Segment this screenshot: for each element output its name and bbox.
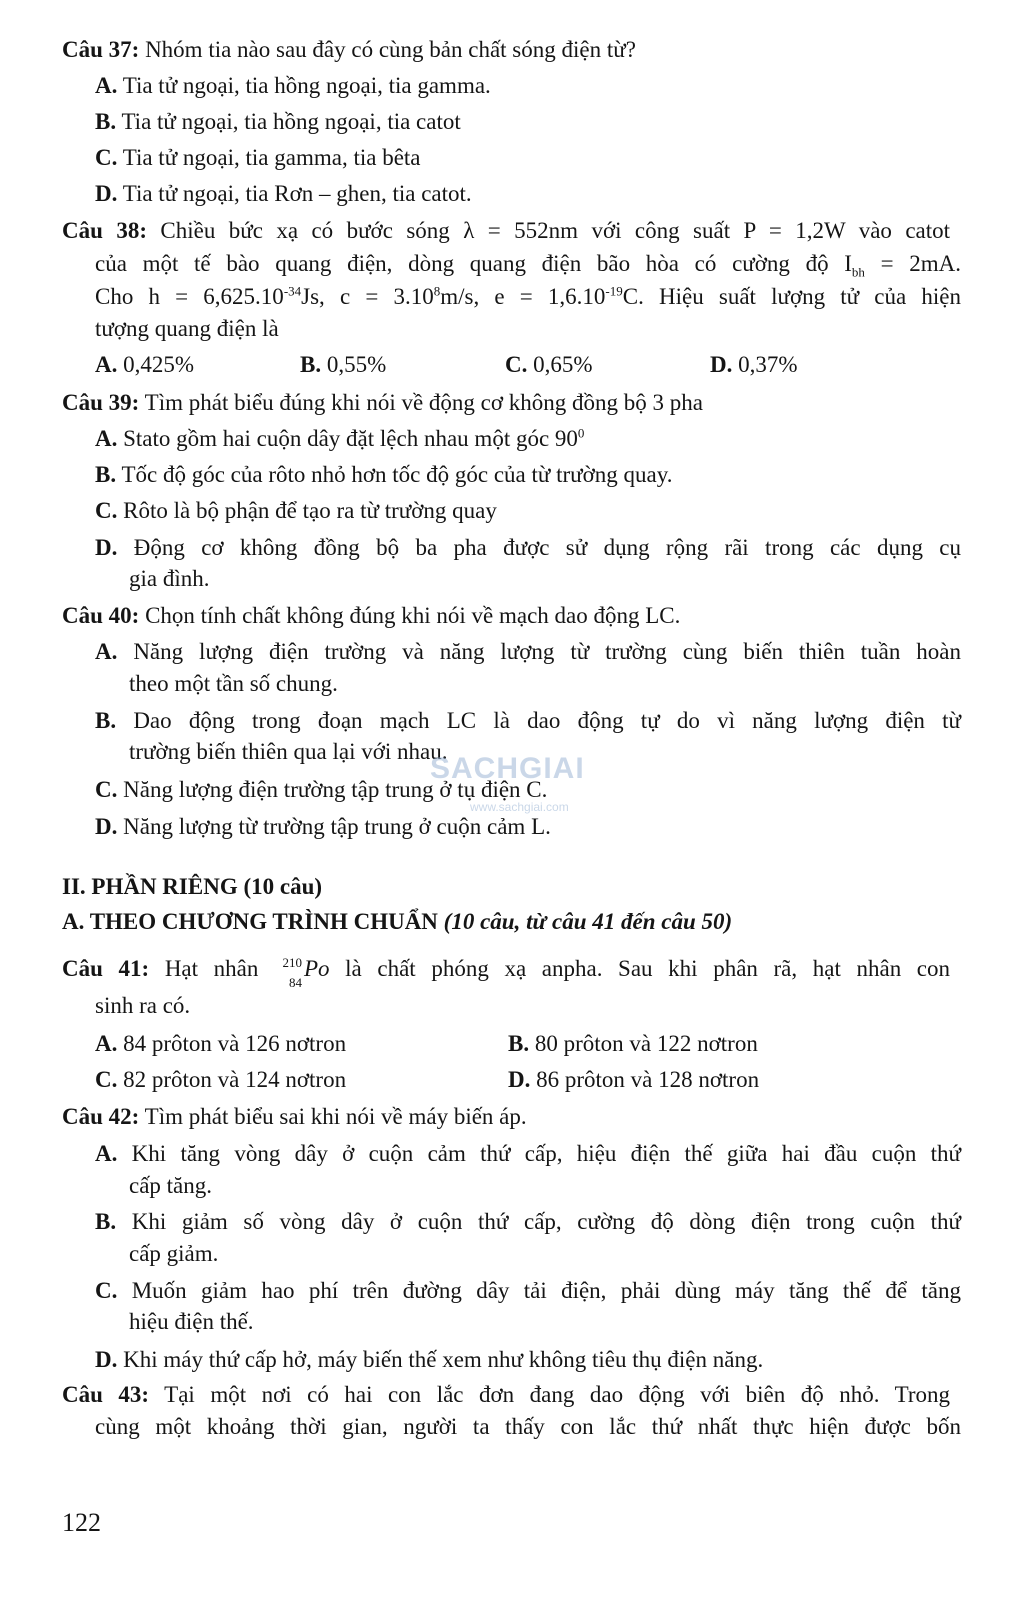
nuclide-notation xyxy=(274,955,304,990)
option-text: cấp giảm. xyxy=(129,1241,219,1266)
q37-option-b xyxy=(95,108,461,136)
q42-option-a xyxy=(95,1140,961,1168)
option-text: Tia tử ngoại, tia hồng ngoại, tia gamma. xyxy=(122,73,491,98)
option-text: Động cơ không đồng bộ ba pha được sử dụng rộng rãi trong các dụng cụ xyxy=(133,535,962,560)
question-text: Tìm phát biểu đúng khi nói về động cơ không đồng bộ 3 pha xyxy=(144,390,704,415)
option-text: 0,55% xyxy=(326,352,387,377)
q38-line-2 xyxy=(95,250,961,278)
option-text: Tốc độ góc của rôto nhỏ hơn tốc độ góc của từ trường quay. xyxy=(121,462,673,487)
exponent: 8 xyxy=(433,283,441,299)
option-text: Năng lượng điện trường tập trung ở tụ điện C. xyxy=(123,777,548,802)
exponent: 0 xyxy=(577,425,585,441)
subsection-heading xyxy=(62,908,732,936)
q42-option-b xyxy=(95,1208,961,1236)
option-label: C. xyxy=(95,145,118,170)
question-text: sinh ra có. xyxy=(95,993,191,1018)
question-text: là chất phóng xạ anpha. Sau khi phân rã, hạt nhân con xyxy=(345,956,951,981)
question-text: m/s, e = 1,6.10 xyxy=(440,284,606,309)
option-text: 82 prôton và 124 nơtron xyxy=(123,1067,347,1092)
question-label: Câu 39: xyxy=(62,390,140,415)
option-text: Khi máy thứ cấp hở, máy biến thế xem như không tiêu thụ điện năng. xyxy=(123,1347,764,1372)
option-label: A. xyxy=(95,1141,118,1166)
watermark-brand: SACHGIAI xyxy=(430,752,585,785)
q42-option-b-cont xyxy=(129,1240,218,1268)
q38-line-4 xyxy=(95,315,279,343)
q42-option-a-cont xyxy=(129,1172,212,1200)
question-text: Chọn tính chất không đúng khi nói về mạch dao động LC. xyxy=(145,603,681,628)
option-text: cấp tăng. xyxy=(129,1173,213,1198)
option-label: B. xyxy=(300,352,322,377)
q38-option-b xyxy=(300,351,386,379)
q41-option-c xyxy=(95,1066,346,1094)
q39-option-d-cont xyxy=(129,565,210,593)
question-text: Chiều bức xạ có bước sóng λ = 552nm với công suất P = 1,2W vào catot xyxy=(160,218,951,243)
atomic-number: 84 xyxy=(288,975,302,990)
subsection-note: (10 câu, từ câu 41 đến câu 50) xyxy=(443,909,733,934)
option-label: D. xyxy=(710,352,733,377)
option-text: Khi giảm số vòng dây ở cuộn thứ cấp, cường độ dòng điện trong cuộn thứ xyxy=(131,1209,962,1234)
question-text: C. Hiệu suất lượng tử của hiện xyxy=(622,284,961,309)
section-title: II. PHẦN RIÊNG (10 câu) xyxy=(62,874,323,899)
q37-option-a xyxy=(95,72,491,100)
option-text: 80 prôton và 122 nơtron xyxy=(534,1031,758,1056)
option-text: Rôto là bộ phận để tạo ra từ trường quay xyxy=(123,498,497,523)
option-label: C. xyxy=(95,1067,118,1092)
q40-option-b xyxy=(95,707,961,735)
option-text: 0,425% xyxy=(123,352,195,377)
option-label: B. xyxy=(95,462,117,487)
q43-line-2 xyxy=(95,1413,961,1441)
question-42 xyxy=(62,1103,527,1131)
subsection-title: A. THEO CHƯƠNG TRÌNH CHUẨN xyxy=(62,909,438,934)
option-text: Tia tử ngoại, tia hồng ngoại, tia catot xyxy=(121,109,461,134)
q40-option-b-cont xyxy=(129,738,447,766)
question-label: Câu 40: xyxy=(62,603,140,628)
option-label: C. xyxy=(505,352,528,377)
element-symbol: Po xyxy=(303,956,330,981)
option-text: 84 prôton và 126 nơtron xyxy=(123,1031,347,1056)
option-label: D. xyxy=(508,1067,531,1092)
q40-option-a-cont xyxy=(129,670,338,698)
option-label: D. xyxy=(95,1347,118,1372)
question-38 xyxy=(62,217,950,245)
option-text: 0,37% xyxy=(738,352,798,377)
question-text: Hạt nhân xyxy=(164,956,259,981)
option-label: C. xyxy=(95,777,118,802)
option-label: A. xyxy=(95,639,118,664)
q37-option-c xyxy=(95,144,421,172)
question-label: Câu 38: xyxy=(62,218,147,243)
option-text: hiệu điện thế. xyxy=(129,1309,254,1334)
option-text: Năng lượng từ trường tập trung ở cuộn cảm L. xyxy=(123,814,551,839)
option-text: Dao động trong đoạn mạch LC là dao động tự do vì năng lượng điện từ xyxy=(133,708,961,733)
question-40 xyxy=(62,602,680,630)
option-text: trường biến thiên qua lại với nhau. xyxy=(129,739,448,764)
option-label: A. xyxy=(95,73,118,98)
option-label: B. xyxy=(95,1209,117,1234)
q38-option-c xyxy=(505,351,593,379)
page-number: 122 xyxy=(62,1508,101,1537)
mass-number: 210 xyxy=(282,955,302,970)
option-text: Stato gồm hai cuộn dây đặt lệch nhau một góc 90 xyxy=(123,426,578,451)
question-43 xyxy=(62,1381,950,1409)
question-39 xyxy=(62,389,703,417)
q41-options-row-2 xyxy=(0,1066,1024,1094)
option-text: Năng lượng điện trường và năng lượng từ trường cùng biến thiên tuần hoàn xyxy=(133,639,962,664)
question-label: Câu 43: xyxy=(62,1382,150,1407)
option-label: A. xyxy=(95,426,118,451)
q40-option-d xyxy=(95,813,551,841)
exponent: -19 xyxy=(605,283,623,299)
q41-line-2 xyxy=(95,992,190,1020)
q38-option-d xyxy=(710,351,798,379)
question-text: Tìm phát biểu sai khi nói về máy biến áp. xyxy=(144,1104,527,1129)
question-text: tượng quang điện là xyxy=(95,316,279,341)
subscript: bh xyxy=(851,264,865,280)
q42-option-c xyxy=(95,1277,961,1305)
q40-option-a xyxy=(95,638,961,666)
option-label: A. xyxy=(95,1031,118,1056)
option-text: gia đình. xyxy=(129,566,210,591)
option-label: C. xyxy=(95,1278,118,1303)
option-text: 0,65% xyxy=(533,352,593,377)
question-41 xyxy=(62,955,951,990)
question-37 xyxy=(62,36,636,64)
option-text: 86 prôton và 128 nơtron xyxy=(536,1067,760,1092)
option-label: C. xyxy=(95,498,118,523)
option-text: Tia tử ngoại, tia gamma, tia bêta xyxy=(122,145,421,170)
q42-option-c-cont xyxy=(129,1308,254,1336)
exponent: -34 xyxy=(283,283,302,299)
option-text: theo một tần số chung. xyxy=(129,671,338,696)
question-text: của một tế bào quang điện, dòng quang điện bão hòa có cường độ I xyxy=(95,251,852,276)
question-text: Cho h = 6,625.10 xyxy=(95,284,284,309)
question-text: Tại một nơi có hai con lắc đơn đang dao động với biên độ nhỏ. Trong xyxy=(164,1382,950,1407)
option-label: B. xyxy=(95,708,117,733)
q39-option-a xyxy=(95,425,584,453)
option-label: B. xyxy=(95,109,117,134)
q38-line-3 xyxy=(95,283,961,311)
option-label: D. xyxy=(95,814,118,839)
q41-option-a xyxy=(95,1030,346,1058)
option-label: B. xyxy=(508,1031,530,1056)
q42-option-d xyxy=(95,1346,763,1374)
question-label: Câu 42: xyxy=(62,1104,140,1129)
question-text: cùng một khoảng thời gian, người ta thấy con lắc thứ nhất thực hiện được bốn xyxy=(95,1414,961,1439)
question-label: Câu 41: xyxy=(62,956,150,981)
q41-options-row-1 xyxy=(0,1030,1024,1058)
option-text: Tia tử ngoại, tia Rơn – ghen, tia catot. xyxy=(122,181,472,206)
q41-option-d xyxy=(508,1066,759,1094)
question-text: = 2mA. xyxy=(864,251,961,276)
watermark xyxy=(430,752,585,814)
option-label: A. xyxy=(95,352,118,377)
q38-option-a xyxy=(95,351,194,379)
q38-options-row xyxy=(0,351,1024,379)
q39-option-c xyxy=(95,497,497,525)
option-text: Khi tăng vòng dây ở cuộn cảm thứ cấp, hiệu điện thế giữa hai đầu cuộn thứ xyxy=(131,1141,962,1166)
question-text: Js, c = 3.10 xyxy=(301,284,434,309)
q39-option-d xyxy=(95,534,961,562)
q41-option-b xyxy=(508,1030,758,1058)
section-heading xyxy=(62,873,322,901)
question-label: Câu 37: xyxy=(62,37,140,62)
watermark-url: www.sachgiai.com xyxy=(470,800,569,814)
q39-option-b xyxy=(95,461,673,489)
option-label: D. xyxy=(95,535,118,560)
option-label: D. xyxy=(95,181,118,206)
q37-option-d xyxy=(95,180,472,208)
question-text: Nhóm tia nào sau đây có cùng bản chất sóng điện từ? xyxy=(145,37,636,62)
option-text: Muốn giảm hao phí trên đường dây tải điện, phải dùng máy tăng thế để tăng xyxy=(131,1278,962,1303)
